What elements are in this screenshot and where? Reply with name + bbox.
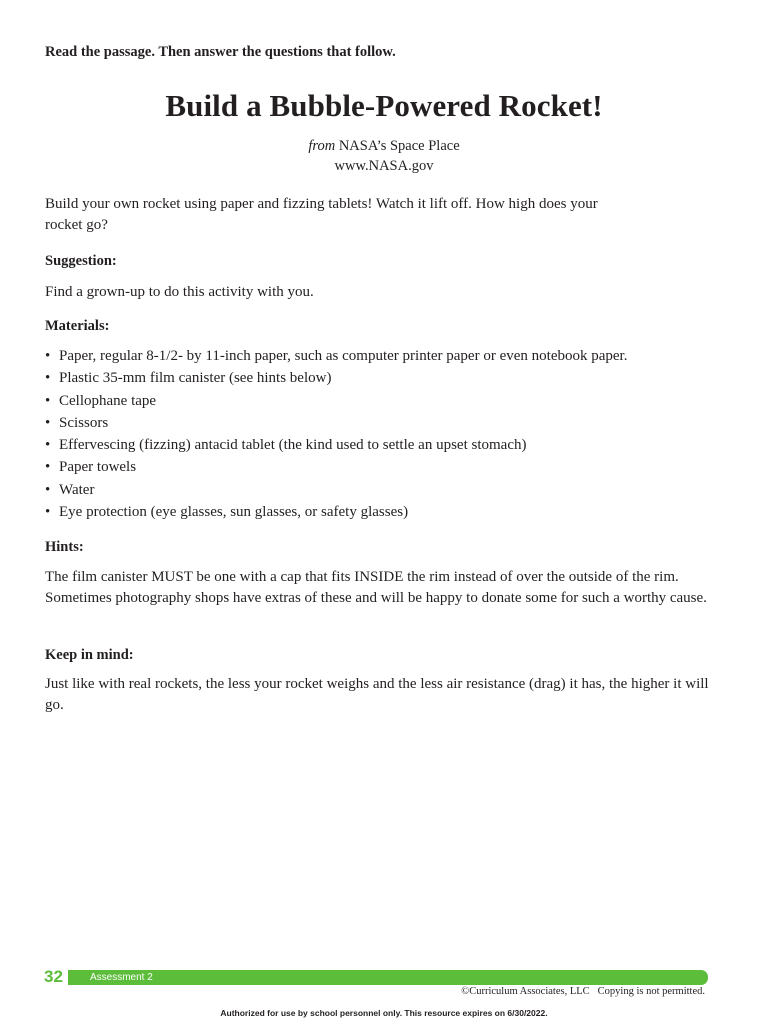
bullet-icon: •	[45, 348, 51, 364]
intro-paragraph: Build your own rocket using paper and fizzing tablets! Watch it lift off. How high does your rocket go?	[45, 196, 598, 233]
source-url: www.NASA.gov	[334, 158, 434, 174]
instructions: Read the passage. Then answer the questions that follow.	[45, 44, 396, 60]
source-attribution	[0, 136, 768, 176]
copyright-line	[461, 986, 705, 997]
list-item: • Scissors	[45, 412, 725, 434]
materials-list	[45, 345, 725, 523]
copy-notice: Copying is not permitted.	[597, 986, 705, 997]
hints-text: The film canister MUST be one with a cap that fits INSIDE the rim instead of over the outside of the rim. Sometimes photography shops have extras of these and will be happy to donate some for such a worthy cause.	[45, 569, 707, 606]
passage-title: Build a Bubble-Powered Rocket!	[165, 88, 603, 123]
footer-bar	[68, 970, 708, 985]
keep-in-mind-text: Just like with real rockets, the less your rocket weighs and the less air resistance (drag) it has, the higher it will go.	[45, 676, 709, 713]
source-from: from	[308, 138, 336, 154]
list-item: • Cellophane tape	[45, 390, 725, 412]
section-label: Assessment 2	[90, 972, 153, 983]
source-line	[0, 136, 768, 156]
bullet-icon: •	[45, 370, 51, 387]
bullet-icon: •	[45, 437, 51, 454]
source-publisher: NASA’s Space Place	[338, 138, 460, 154]
materials-heading: Materials:	[45, 318, 110, 334]
list-item: • Water	[45, 479, 725, 501]
bullet-icon: •	[45, 481, 51, 498]
list-item: • Paper, regular 8-1/2- by 11-inch paper, such as computer printer paper or even notebook paper.	[45, 345, 725, 367]
copyright-text: ©Curriculum Associates, LLC	[461, 986, 590, 997]
authorization-notice: Authorized for use by school personnel only. This resource expires on 6/30/2022.	[220, 1008, 548, 1018]
bullet-icon: •	[45, 414, 51, 431]
bullet-icon: •	[45, 459, 51, 476]
bullet-icon: •	[45, 392, 51, 409]
hints-heading: Hints:	[45, 539, 84, 555]
page-number: 32	[44, 967, 63, 986]
list-item: • Effervescing (fizzing) antacid tablet (the kind used to settle an upset stomach)	[45, 434, 725, 456]
suggestion-text: Find a grown-up to do this activity with you.	[45, 284, 314, 300]
keep-in-mind-heading: Keep in mind:	[45, 647, 134, 663]
list-item: • Paper towels	[45, 456, 725, 478]
bullet-icon: •	[45, 504, 51, 521]
list-item: • Eye protection (eye glasses, sun glasses, or safety glasses)	[45, 501, 725, 523]
suggestion-heading: Suggestion:	[45, 253, 117, 269]
list-item: • Plastic 35-mm film canister (see hints below)	[45, 367, 725, 389]
